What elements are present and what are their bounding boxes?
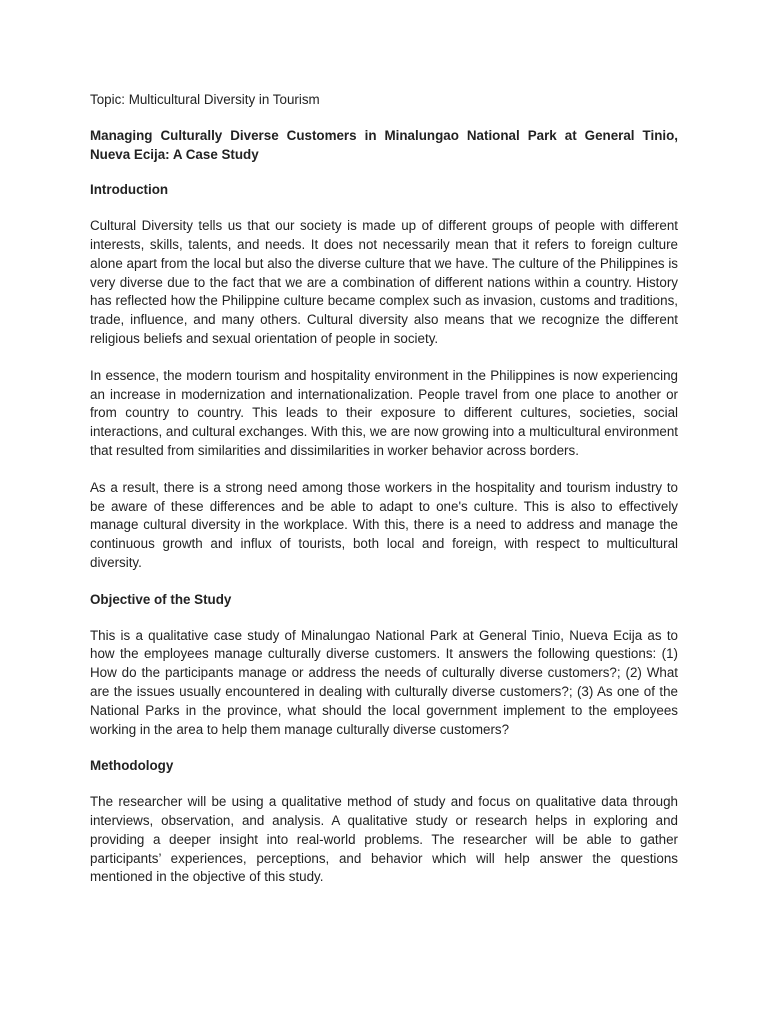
introduction-paragraph-3: As a result, there is a strong need among those workers in the hospitality and tourism industry to be aware of these differences and be able to adapt to one's culture. This is also to effectively manage cultural diversity in the workplace. With this, there is a need to address and manage the continuous growth and influx of tourists, both local and foreign, with respect to multicultural diversity.	[90, 479, 678, 570]
methodology-paragraph: The researcher will be using a qualitative method of study and focus on qualitative data through interviews, observation, and analysis. A qualitative study or research helps in exploring and providing a deeper insight into real-world problems. The researcher will be able to gather participants’ experiences, perceptions, and behavior which will help answer the questions mentioned in the objective of this study.	[90, 794, 678, 885]
objective-section	[90, 591, 678, 740]
introduction-paragraph-2: In essence, the modern tourism and hospitality environment in the Philippines is now experiencing an increase in modernization and internationalization. People travel from one place to another or from country to country. This leads to their exposure to different cultures, societies, social interactions, and cultural exchanges. With this, we are now growing into a multicultural environment that resulted from similarities and dissimilarities in worker behavior across borders.	[90, 367, 678, 458]
introduction-heading: Introduction	[90, 182, 169, 198]
introduction-paragraph-1: Cultural Diversity tells us that our society is made up of different groups of people with different interests, skills, talents, and needs. It does not necessarily mean that it refers to foreign culture alone apart from the local but also the diverse culture that we have. The culture of the Philippines is very diverse due to the fact that we are a combination of different nations within a country. History has reflected how the Philippine culture became complex such as invasion, customs and traditions, trade, influence, and many others. Cultural diversity also means that we recognize the different religious beliefs and sexual orientation of people in society.	[90, 218, 678, 346]
methodology-section	[90, 757, 678, 887]
introduction-section	[90, 181, 678, 572]
objective-paragraph: This is a qualitative case study of Minalungao National Park at General Tinio, Nueva Ecija as to how the employees manage culturally diverse customers. It answers the following questions: (1) How do the participants manage or address the needs of culturally diverse customers?; (2) What are the issues usually encountered in dealing with culturally diverse customers?; (3) As one of the National Parks in the province, what should the local government implement to the employees working in the area to help them manage culturally diverse customers?	[90, 627, 678, 737]
document-page	[90, 91, 678, 905]
objective-heading: Objective of the Study	[90, 591, 232, 607]
document-title: Managing Culturally Diverse Customers in Minalungao National Park at General Tinio, Nueva Ecija: A Case Study	[90, 127, 678, 162]
topic-line: Topic: Multicultural Diversity in Tourism	[90, 92, 320, 107]
methodology-heading: Methodology	[90, 758, 174, 774]
